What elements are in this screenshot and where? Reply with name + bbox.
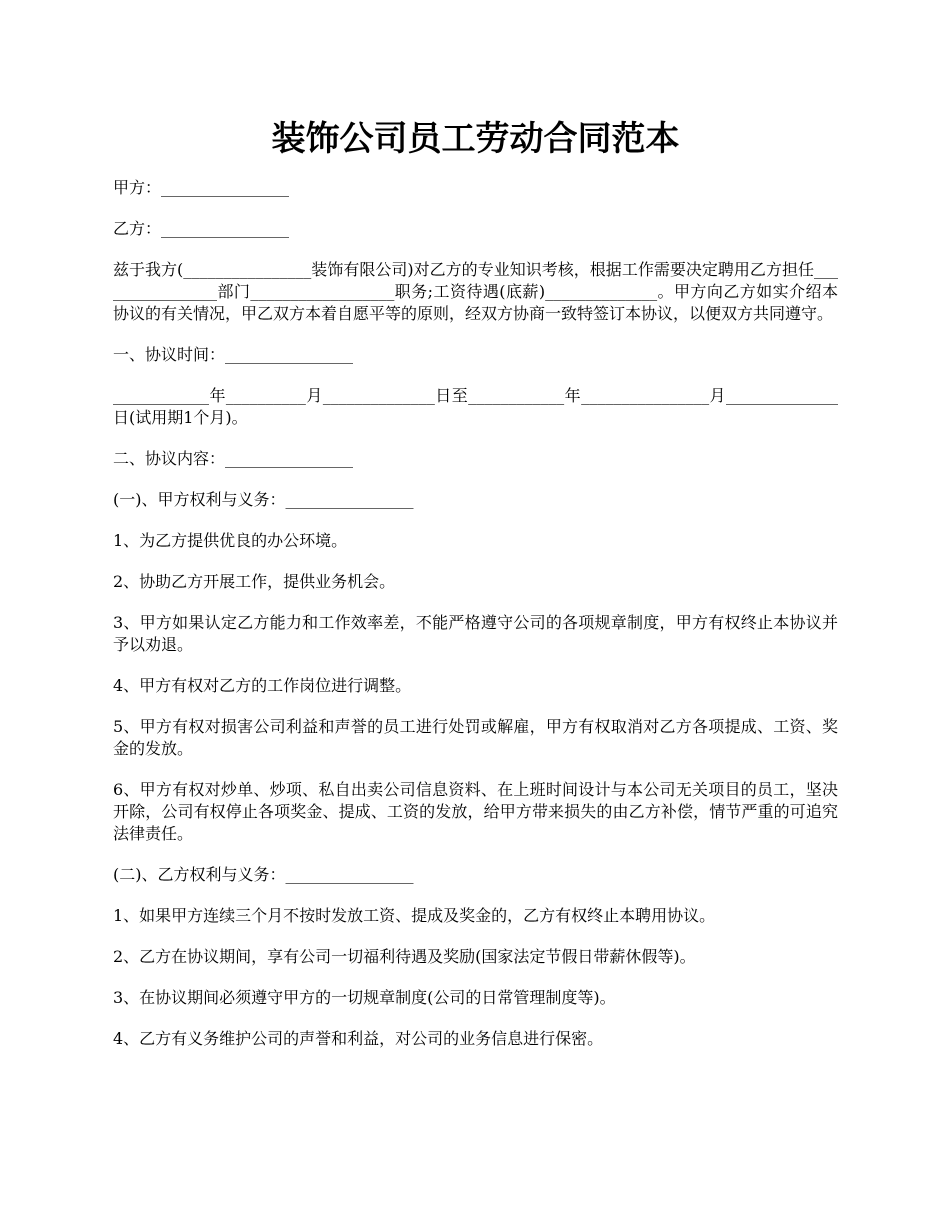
party-a-clause-2: 2、协助乙方开展工作，提供业务机会。 [113,572,396,591]
document-title: 装饰公司员工劳动合同范本 [271,119,680,159]
party-a-clause-3: 3、甲方如果认定乙方能力和工作效率差，不能严格遵守公司的各项规章制度，甲方有权终止本协议并予以劝退。 [113,613,838,654]
section-heading-content: 二、协议内容：________________ [113,449,354,468]
party-b-line: 乙方：________________ [113,219,290,238]
party-a-clause-1: 1、为乙方提供优良的办公环境。 [113,531,348,550]
subsection-party-b: (二)、乙方权利与义务：________________ [113,865,414,884]
intro-paragraph: 兹于我方(________________装饰有限公司)对乙方的专业知识考核，根据工作需要决定聘用乙方担任________________部门__________________职务;工资待遇(底薪)______________。甲方向乙方如实介绍本协议的有关情况，甲乙双方本着自愿平等的原则，经双方协商一致特签订本协议，以便双方共同遵守。 [113,260,838,323]
party-b-clause-1: 1、如果甲方连续三个月不按时发放工资、提成及奖金的，乙方有权终止本聘用协议。 [113,906,716,925]
party-b-clause-3: 3、在协议期间必须遵守甲方的一切规章制度(公司的日常管理制度等)。 [113,988,616,1007]
party-a-clause-4: 4、甲方有权对乙方的工作岗位进行调整。 [113,676,412,695]
section-heading-term: 一、协议时间：________________ [113,345,354,364]
document-body [113,177,838,1050]
party-a-clause-5: 5、甲方有权对损害公司利益和声誉的员工进行处罚或解雇，甲方有权取消对乙方各项提成、工资、奖金的发放。 [113,717,838,758]
party-a-line: 甲方：________________ [113,178,290,197]
party-b-clause-2: 2、乙方在协议期间，享有公司一切福利待遇及奖励(国家法定节假日带薪休假等)。 [113,947,696,966]
term-dates-paragraph: ____________年__________月______________日至____________年________________月______________日(试用期1个月)。 [113,386,838,427]
party-b-clause-4: 4、乙方有义务维护公司的声誉和利益，对公司的业务信息进行保密。 [113,1029,604,1048]
party-a-clause-6: 6、甲方有权对炒单、炒项、私自出卖公司信息资料、在上班时间设计与本公司无关项目的员工，坚决开除，公司有权停止各项奖金、提成、工资的发放，给甲方带来损失的由乙方补偿，情节严重的可追究法律责任。 [113,780,838,843]
subsection-party-a: (一)、甲方权利与义务：________________ [113,490,414,509]
